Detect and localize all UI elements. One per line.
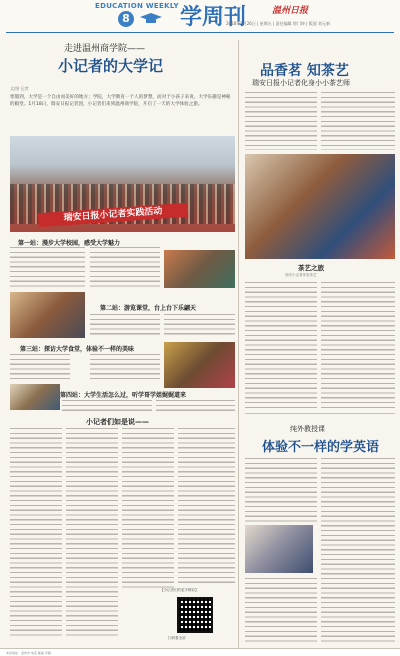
tea-photo-title: 茶艺之旅: [298, 264, 324, 272]
section-2-body: [90, 314, 160, 338]
page-footer: 本报地址：温州市 电话 邮编 印刷: [0, 648, 400, 656]
right-story-2-col-2: [321, 458, 395, 644]
qr-caption-top: 【小记者们的更多精彩】: [160, 588, 199, 592]
issue-meta: 2018年1月26日 | 星期五 | 责任编辑 徐门坤 | 版面 刘元新: [226, 21, 331, 26]
group-photo: [10, 136, 235, 232]
masthead: [0, 0, 400, 34]
left-kicker: 走进温州商学院——: [64, 44, 146, 54]
tea-photo-caption: 瑞安小记者体验茶艺: [285, 273, 317, 277]
right-story-1-col-2: [321, 92, 395, 150]
section-1-title: 第一站：漫步大学校园，感受大学魅力: [18, 240, 121, 247]
section-2-body-2: [164, 314, 235, 338]
section-1-body: [10, 247, 85, 287]
byline: 文/图 记者: [10, 86, 29, 91]
right-divider: [245, 413, 395, 414]
section-2-title: 第二站：游览课堂，台上台下乐翩天: [100, 305, 197, 312]
edu-weekly-label: EDUCATION WEEKLY: [95, 2, 179, 10]
reflection-col-1: [10, 428, 62, 638]
masthead-rule: [6, 32, 394, 33]
dorm-photo: [10, 384, 60, 410]
column-divider: [238, 40, 239, 650]
right-story-1-col-3: [245, 282, 317, 408]
reflection-col-3: [122, 428, 174, 588]
issue-number: 8: [118, 11, 134, 27]
right-story-2-col-1: [245, 458, 317, 522]
right-kicker-2: 纯外教授课: [290, 425, 325, 433]
reflection-col-2: [66, 428, 118, 638]
brand-logo: 温州日报: [272, 6, 309, 16]
right-story-1-col-4: [321, 282, 395, 408]
section-title: 学周刊: [180, 4, 247, 30]
section-3-body: [10, 354, 70, 380]
english-class-photo: [245, 525, 313, 573]
section-3-body-2: [90, 354, 160, 380]
right-story-2-col-3: [245, 578, 317, 644]
qr-caption-bottom: 扫码看全部: [168, 636, 186, 640]
reflection-col-4: [178, 428, 235, 583]
section-4-body-2: [156, 400, 235, 414]
tea-class-photo: [245, 154, 395, 259]
reflection-title: 小记者们如是说——: [86, 418, 149, 426]
graduation-cap-icon: [140, 13, 162, 25]
left-headline: 小记者的大学记: [58, 57, 164, 75]
campus-photo: [164, 250, 235, 288]
right-headline-2: 体验不一样的学英语: [262, 440, 380, 455]
activity-banner: 瑞安日报小记者实践活动: [38, 203, 189, 227]
section-3-title: 第三站：探访大学食堂，体验不一样的美味: [20, 346, 135, 353]
classroom-photo: [10, 292, 85, 338]
canteen-photo: [164, 342, 235, 388]
right-headline-1: 品香茗 知茶艺: [260, 63, 349, 79]
qr-code[interactable]: [177, 597, 213, 633]
right-subhead-1: 瑞安日报小记者化身小小茶艺师: [252, 79, 350, 87]
section-4-title: 第四站：大学生活怎么过，听学哥学姐娓娓道来: [60, 392, 187, 399]
lead-paragraph: 寒假到，大学是一个自由而美好的地方；学院，大学教育一个人的梦想，而对于小孩子来说，大学乐趣是神秘的殿堂。1月18日，瑞安日报记者团，小记者们来到温州商学院，开启了一天的大学体验之旅。: [10, 95, 231, 107]
right-story-1-col-1: [245, 92, 317, 150]
section-4-body: [62, 400, 152, 414]
section-1-body-2: [90, 247, 160, 287]
